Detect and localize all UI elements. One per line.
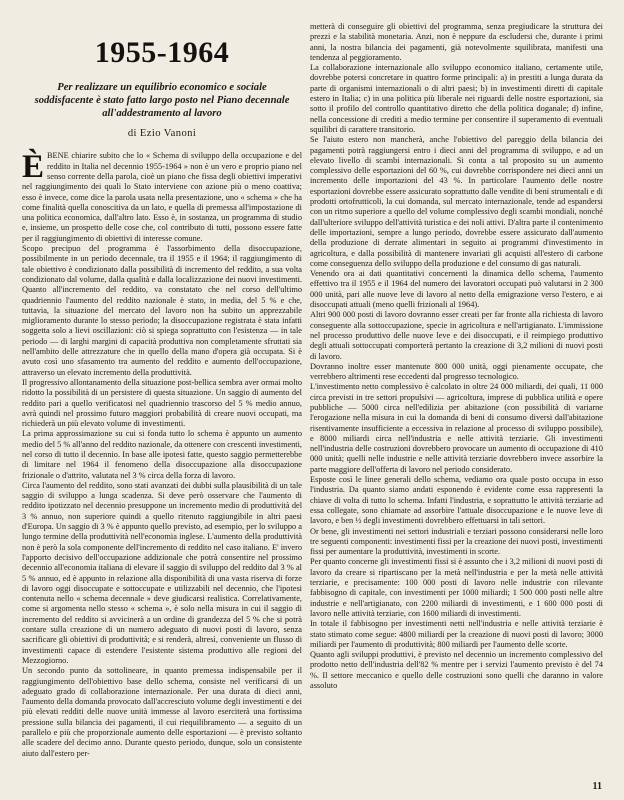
paragraph: Scopo precipuo del programma è l'assorbimento della disoccupazione, possibilmente in un periodo decennale, tra il 1955 e il 1964; il raggiungimento di tale obiettivo è condizionato dalla possibilità di incremento del reddito, a sua volta condizionato dal volume, dalla qualità e dalla localizzazione dei nuovi investimenti. Quanto all'incremento del reddito, va constatato che nel corso dell'ultimo quadriennio l'aumento del reddito nazionale è stato, in media, del 5 % e che, tuttavia, la situazione del mercato del lavoro non ha subito un apprezzabile miglioramento durante lo stesso periodo; la disoccupazione registrata è stata infatti soggetta solo a lievi oscillazioni: ciò si spiega soprattutto con l'esistenza — in tale periodo — di larghi margini di capacità produttiva non completamente sfruttati sia nell'ambito delle attrezzature che in quello della mano d'opera già occupata. Si è avuto così uno sfasamento tra aumento del reddito e aumento dell'occupazione, attraverso un elevato incremento della produttività. xyxy=(22,244,302,377)
paragraph: Dovranno inoltre esser mantenute 800 000 unità, oggi pienamente occupate, che verrebbero altrimenti rese eccedenti dal progresso tecnologico. xyxy=(310,361,603,382)
paragraph: Venendo ora ai dati quantitativi concernenti la dinamica dello schema, l'aumento effettivo tra il 1955 e il 1964 del numero dei lavoratori occupati può valutarsi in 2 300 000 unità, pari alle nuove leve di lavoro al netto della emigrazione verso l'estero, e ai disoccupati attuali (meno quelli frizionali al 1964). xyxy=(310,269,603,310)
paragraph: La prima approssimazione su cui si fonda tutto lo schema è appunto un aumento medio del 5 % all'anno del reddito nazionale, da ottenere con crescenti investimenti, nel corso di tutto il decennio. In base alle ipotesi fatte, questo saggio permetterebbe di limitare nel 1964 il fenomeno della disoccupazione alla disoccupazione frizionale o d'attrito, valutata nel 3 % circa della forza di lavoro. xyxy=(22,429,302,480)
paragraph: BENE chiarire subito che lo « Schema di sviluppo della occupazione e del reddito in Italia nel decennio 1955-1964 » non è un vero e proprio piano nel senso corrente della parola, cioè un piano che fissa degli obiettivi imperativi nel raggiungimento dei quali lo Stato interviene con azione più o meno coattiva; esso è invece, come dice la parola usata nella presentazione, uno « schema » che ha come finalità quella conoscitiva da un lato, e quella di premessa all'impostazione di una politica economica, dall'altro lato. Esso è, in sostanza, un programma di studio e, insieme, un prospetto delle cose che, col contributo di tutti, possono essere fatte per il raggiungimento di obiettivi di interesse comune. xyxy=(22,151,302,243)
drop-cap: È xyxy=(22,149,45,186)
paragraph: Se l'aiuto estero non mancherà, anche l'obiettivo del pareggio della bilancia dei pagamenti potrà raggiungersi entro i dieci anni del programma di sviluppo, e ad un elevato livello di scambi internazionali. Si conta a tal proposito su un aumento complessivo delle esportazioni del 60 %, cui dovrebbe corrispondere nei dieci anni un incremento delle importazioni del 43 %. In particolare l'aumento delle nostre esportazioni dovrebbe essere assicurato soprattutto dalle vendite di beni strumentali e di prodotti ortofrutticoli, la cui domanda, sul mercato internazionale, tende ad espandersi con un ritmo superiore a quello del volume complessivo degli scambi mondiali, nonché dall'ulteriore sviluppo dell'attività turistica e dei noli attivi. D'altra parte il contenimento delle importazioni, sempre a lungo periodo, dovrebbe essere assicurato dall'aumento della produzione di derrate alimentari in seguito ai programmi d'investimento in agricoltura, e dalla possibilità di mantenere invariati gli acquisti all'estero di carbone come conseguenza dello sviluppo della produzione e del consumo di gas naturali. xyxy=(310,135,603,268)
left-body xyxy=(22,151,302,759)
paragraph: metterà di conseguire gli obiettivi del programma, senza pregiudicare la struttura dei prezzi e la stabilità monetaria. Anzi, non è neppure da escludersi che, durante i primi anni, la nostra bilancia dei pagamenti, già notevolmente squilibrata, manifesti una tendenza al peggioramento. xyxy=(310,22,603,62)
right-column xyxy=(310,22,603,691)
article-title: 1955-1964 xyxy=(94,36,230,69)
paragraph: Il progressivo allontanamento della situazione post-bellica sembra aver ormai molto ridotto la possibilità di un persistere di questa situazione. Un saggio di aumento del reddito pari a quello verificatosi nel quadriennio trascorso del 5 % medio annuo, avrà quindi nel prossimo futuro maggiori probabilità di creare nuovi occupati, ma richiederà un più elevato volume di investimenti. xyxy=(22,377,302,429)
paragraph: In totale il fabbisogno per investimenti netti nell'industria e nelle attività terziarie è stato stimato come segue: 4800 miliardi per la creazione di nuovi posti di lavoro; 3000 miliardi per l'aumento di produttività; 800 miliardi per l'aumento delle scorte. xyxy=(310,619,603,649)
article-author: di Ezio Vanoni xyxy=(127,128,197,140)
paragraph: Esposte così le linee generali dello schema, vediamo ora quale posto occupa in esso l'industria. Da quanto siamo andati esponendo è evidente come essa rappresenti la chiave di volta di tutto lo schema. Infatti l'industria, e soprattutto le attività terziarie ad essa collegate, sono chiamate ad assorbire l'attuale disoccupazione e le nuove leve di lavoro, e ben ½ degli investimenti dovrebbero effettuarsi in tali settori. xyxy=(310,475,603,526)
paragraph: Un secondo punto da sottolineare, in quanto premessa indispensabile per il raggiungimento dell'obiettivo base dello schema, consiste nel verificarsi di un adeguato grado di collaborazione internazionale. Per una durata di dieci anni, l'aumento della domanda provocato dall'accresciuto volume degli investimenti e dei più elevati redditi delle nuove unità immesse al lavoro eserciterà una fortissima pressione sulla bilancia dei pagamenti, il cui riequilibramento — a seguito di un parallelo e più che proporzionale aumento delle esportazioni — è previsto soltanto alle scadere del decimo anno. Durante questo periodo, dunque, solo un consistente aiuto dall'estero per- xyxy=(22,666,302,758)
left-column xyxy=(22,22,302,759)
paragraph: Per quanto concerne gli investimenti fissi si è assunto che i 3,2 milioni di nuovi posti di lavoro da creare si ripartiscano per la metà nell'industria e per la metà nelle attività terziarie, e precisamente: 100 000 posti di lavoro nelle industrie con rilevante fabbisogno di capitale, con investimenti per 1000 miliardi; 1 500 000 posti nelle altre industrie e nell'artigianato, con 2200 miliardi di investimenti, e 1 600 000 posti di lavoro nelle attività terziarie, con 1600 miliardi di investimenti. xyxy=(310,557,603,618)
paragraph: Altri 900 000 posti di lavoro dovranno esser creati per far fronte alla richiesta di lavoro conseguente alla sottoccupazione, specie in agricoltura e nell'artigianato. L'immissione nel processo produttivo delle nuove leve e dei disoccupati, e il reimpiego produttivo degli attuali sottoccupati comporterà pertanto la creazione di 3,2 milioni di nuovi posti di lavoro. xyxy=(310,310,603,361)
page-number: 11 xyxy=(592,781,602,792)
paragraph: Quanto agli sviluppi produttivi, è previsto nel decennio un incremento complessivo del prodotto netto dell'industria dell'82 % mentre per i servizi l'aumento previsto è del 74 %. Il settore meccanico e quello delle costruzioni sono quelli che daranno in valore assoluto xyxy=(310,650,603,690)
paragraph: La collaborazione internazionale allo sviluppo economico italiano, certamente utile, dovrebbe potersi concretare in quattro forme principali: a) in prestiti a lunga durata da parte di organismi internazionali o di altri paesi; b) in investimenti diretti di capitale estero in Italia; c) in una politica più liberale nei riguardi delle nostre esportazioni, sia sotto il profilo del controllo quantitativo diretto che della politica doganale; d) infine, nella concessione di crediti a medio termine per consentire il superamento di eventuali squilibri di carattere transitorio. xyxy=(310,63,603,134)
article-subtitle: Per realizzare un equilibrio economico e sociale soddisfacente è stato fatto largo posto nel Piano decennale all'addestramento al lavoro xyxy=(34,82,290,119)
paragraph: L'investimento netto complessivo è calcolato in oltre 24 000 miliardi, dei quali, 11 000 circa previsti in tre settori propulsivi — agricoltura, imprese di pubblica utilità e opere pubbliche — 5000 circa nell'edilizia per abitazione (con possibilità di variarne l'erogazione nella misura in cui la domanda di beni di consumo diversi dall'abitazione risentivamente insufficiente a eccessiva in relazione al processo di sviluppo possibile), e 8000 miliardi circa nell'industria e nelle attività terziarie. Gli investimenti nell'industria delle costruzioni dovrebbero provocare un aumento di occupazione di 410 000 unità; quelli nelle industrie e nelle attività terziarie dovrebbero invece assorbire la parte maggiore dell'offerta di lavoro nel periodo considerato. xyxy=(310,382,603,474)
paragraph: Or bene, gli investimenti nei settori industriali e terziari possono considerarsi nelle loro tre seguenti componenti: investimenti fissi per la creazione dei nuovi posti, investimenti fissi per aumentare la produttività, investimenti in scorte. xyxy=(310,526,603,557)
paragraph: Circa l'aumento del reddito, sono stati avanzati dei dubbi sulla plausibilità di un tale saggio di sviluppo a lunga scadenza. Si deve però osservare che l'aumento di reddito ipotizzato nel decennio presuppone un incremento medio di produttività del 3 % annuo, non superiore quindi a quello ritenuto raggiungibile in altri paesi d'Europa. Un saggio di 3 % è appunto quello previsto, ad esempio, per lo sviluppo a lungo termine della produttività nell'economia inglese. L'aumento della produttività non è però la sola componente dell'incremento di reddito nel caso italiano. E' invero l'apporto decisivo dell'occupazione addizionale che potrà consentire nel prossimo decennio all'economia italiana di elevare il saggio di sviluppo del reddito dal 3 % al 5 % annuo, ed è appunto in relazione alla disponibilità di una vasta riserva di forze di lavoro oggi disoccupate e sottoccupate e utilizzabili nel decennio, che l'ipotesi contenuta nello « schema decennale » deve giudicarsi realistica. Correlativamente, come si argomenta nello stesso « schema », è solo nella misura in cui il saggio di incremento del reddito si avvicinerà a un ordine di grandezza del 5 % che si potrà contare sulla creazione di un numero adeguato di nuovi posti di lavoro, senza sacrificare gli obiettivi di produttività; e si renderà, altresì, conveniente un flusso di investimenti capace di estendere l'esistente sistema produttivo alle regioni del Mezzogiorno. xyxy=(22,480,302,665)
